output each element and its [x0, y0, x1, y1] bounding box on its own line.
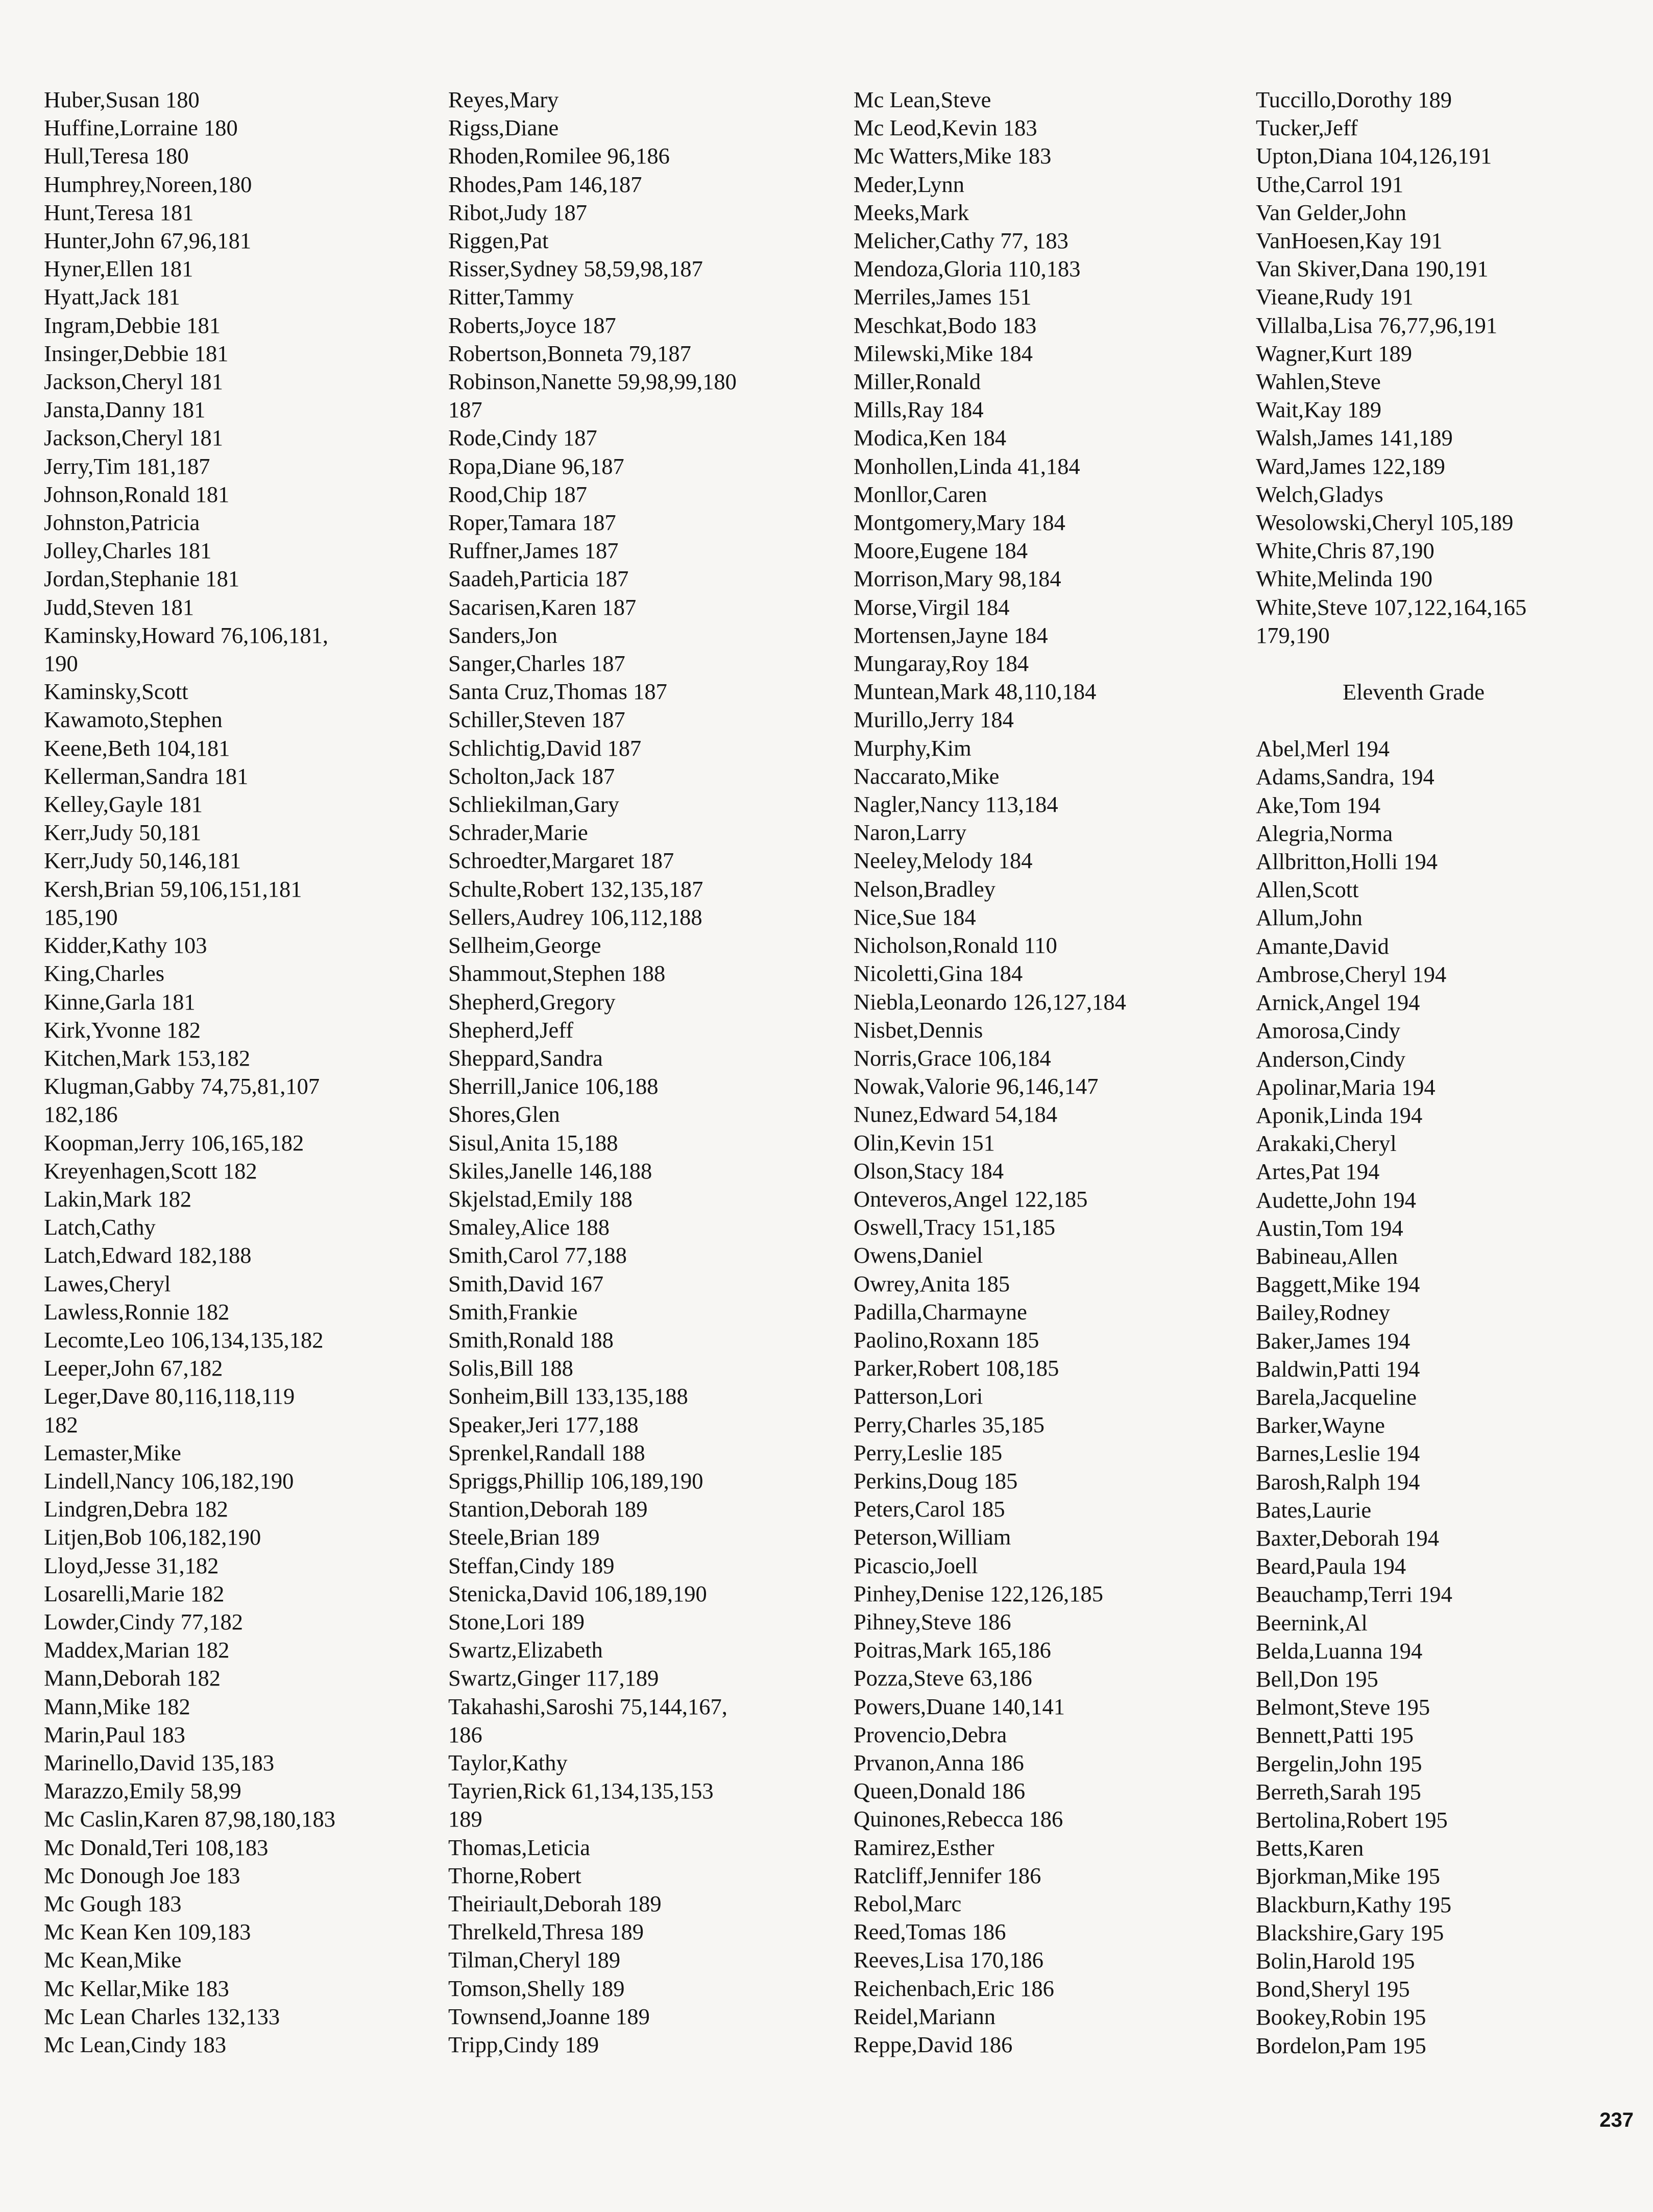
index-entry: Sanders,Jon	[448, 622, 557, 648]
index-entry: Ropa,Diane 96,187	[448, 453, 624, 479]
index-entry: Lindell,Nancy 106,182,190	[44, 1468, 294, 1494]
index-entry: Pozza,Steve 63,186	[854, 1665, 1032, 1691]
index-entry: Smith,David 167	[448, 1270, 604, 1296]
index-entry: Murphy,Kim	[854, 735, 971, 761]
index-entry: Swartz,Ginger 117,189	[448, 1665, 659, 1691]
index-entry: Allbritton,Holli 194	[1256, 849, 1438, 875]
index-entry: Apolinar,Maria 194	[1256, 1074, 1436, 1100]
index-entry: Peterson,William	[854, 1524, 1011, 1550]
index-entry: Losarelli,Marie 182	[44, 1580, 225, 1606]
index-entry: Milewski,Mike 184	[854, 340, 1033, 366]
index-entry: Tayrien,Rick 61,134,135,153	[448, 1778, 714, 1804]
index-entry: Steele,Brian 189	[448, 1524, 600, 1550]
index-entry: Rood,Chip 187	[448, 481, 587, 507]
index-entry: Baldwin,Patti 194	[1256, 1356, 1420, 1382]
index-entry: Ake,Tom 194	[1256, 792, 1381, 818]
index-entry: Beernink,Al	[1256, 1609, 1368, 1636]
index-entry: Schliekilman,Gary	[448, 791, 619, 818]
index-entry: Jerry,Tim 181,187	[44, 453, 210, 479]
index-entry: Moore,Eugene 184	[854, 538, 1028, 564]
index-entry: Huber,Susan 180	[44, 87, 200, 112]
index-entry: Morse,Virgil 184	[854, 594, 1010, 620]
index-entry: Lindgren,Debra 182	[44, 1496, 228, 1522]
index-entry: Bergelin,John 195	[1256, 1750, 1422, 1776]
index-entry: Prvanon,Anna 186	[854, 1749, 1024, 1775]
index-entry: Betts,Karen	[1256, 1835, 1364, 1861]
index-entry: Bennett,Patti 195	[1256, 1722, 1414, 1748]
index-entry: Kitchen,Mark 153,182	[44, 1045, 251, 1071]
index-entry: Barnes,Leslie 194	[1256, 1440, 1420, 1466]
index-entry: Kidder,Kathy 103	[44, 932, 207, 958]
index-entry: Takahashi,Saroshi 75,144,167,	[448, 1693, 727, 1719]
index-entry: Parker,Robert 108,185	[854, 1355, 1059, 1381]
index-entry: Sisul,Anita 15,188	[448, 1129, 618, 1156]
index-entry: Adams,Sandra, 194	[1256, 764, 1435, 790]
index-entry: Morrison,Mary 98,184	[854, 566, 1061, 592]
index-entry: Wesolowski,Cheryl 105,189	[1256, 510, 1514, 536]
index-column-4	[1256, 86, 1526, 2060]
index-entry: Shammout,Stephen 188	[448, 960, 666, 987]
index-entry: Rebol,Marc	[854, 1891, 962, 1916]
index-entry: 179,190	[1256, 622, 1330, 648]
index-column-3	[854, 86, 1126, 2059]
index-entry: Ward,James 122,189	[1256, 453, 1445, 479]
index-entry: Sellheim,George	[448, 932, 601, 958]
index-entry: Quinones,Rebecca 186	[854, 1806, 1063, 1832]
index-entry: Austin,Tom 194	[1256, 1215, 1403, 1241]
index-entry: Hunter,John 67,96,181	[44, 228, 252, 254]
index-entry: Mortensen,Jayne 184	[854, 622, 1048, 648]
index-entry: Mc Lean Charles 132,133	[44, 2003, 280, 2029]
index-entry: Provencio,Debra	[854, 1721, 1007, 1747]
index-entry: Mc Kean,Mike	[44, 1947, 182, 1973]
index-entry: Thorne,Robert	[448, 1862, 581, 1888]
index-entry: Mc Kean Ken 109,183	[44, 1919, 251, 1945]
index-entry: Theiriault,Deborah 189	[448, 1891, 662, 1916]
index-entry: Risser,Sydney 58,59,98,187	[448, 256, 703, 282]
index-entry: 185,190	[44, 904, 118, 930]
index-entry: Shores,Glen	[448, 1101, 560, 1127]
index-entry: Olson,Stacy 184	[854, 1158, 1004, 1184]
index-entry: Anderson,Cindy	[1256, 1046, 1405, 1072]
index-entry: Litjen,Bob 106,182,190	[44, 1524, 261, 1550]
index-entry: Murillo,Jerry 184	[854, 707, 1014, 733]
index-entry: Pihney,Steve 186	[854, 1608, 1011, 1634]
index-entry: Ingram,Debbie 181	[44, 312, 221, 338]
index-entry: Nicholson,Ronald 110	[854, 932, 1057, 958]
index-column-2	[448, 86, 737, 2059]
index-entry: Schulte,Robert 132,135,187	[448, 876, 703, 902]
index-entry: Baker,James 194	[1256, 1328, 1411, 1354]
index-entry: Bookey,Robin 195	[1256, 2004, 1426, 2030]
index-entry: Reichenbach,Eric 186	[854, 1975, 1054, 2001]
index-entry: Sheppard,Sandra	[448, 1045, 603, 1071]
index-entry: Rhodes,Pam 146,187	[448, 171, 642, 197]
index-entry: White,Steve 107,122,164,165	[1256, 594, 1527, 620]
index-entry: VanHoesen,Kay 191	[1256, 228, 1443, 254]
index-entry: Mills,Ray 184	[854, 397, 984, 423]
index-entry: Swartz,Elizabeth	[448, 1637, 603, 1663]
index-entry: Johnston,Patricia	[44, 510, 200, 536]
index-entry: Robertson,Bonneta 79,187	[448, 340, 691, 366]
index-entry: Aponik,Linda 194	[1256, 1102, 1423, 1128]
index-entry: Bond,Sheryl 195	[1256, 1976, 1410, 2002]
index-entry: Bjorkman,Mike 195	[1256, 1863, 1440, 1889]
index-entry: Stone,Lori 189	[448, 1608, 585, 1634]
index-entry: Perry,Charles 35,185	[854, 1411, 1045, 1437]
index-entry: Marinello,David 135,183	[44, 1749, 275, 1775]
index-entry: Schlichtig,David 187	[448, 735, 642, 761]
index-entry: Merriles,James 151	[854, 284, 1032, 310]
index-entry: Walsh,James 141,189	[1256, 425, 1453, 451]
index-entry: Mc Watters,Mike 183	[854, 143, 1052, 169]
index-entry: Baggett,Mike 194	[1256, 1271, 1420, 1297]
index-entry: Stantion,Deborah 189	[448, 1496, 648, 1522]
index-entry: Owens,Daniel	[854, 1242, 983, 1268]
section-heading: Eleventh Grade	[1343, 679, 1485, 705]
index-entry: Tomson,Shelly 189	[448, 1975, 625, 2001]
index-entry: Sanger,Charles 187	[448, 651, 625, 677]
index-entry: Norris,Grace 106,184	[854, 1045, 1051, 1071]
index-entry: Roper,Tamara 187	[448, 510, 616, 536]
index-entry: Tilman,Cheryl 189	[448, 1947, 621, 1973]
index-entry: Threlkeld,Thresa 189	[448, 1919, 644, 1945]
index-entry: Huffine,Lorraine 180	[44, 115, 238, 141]
index-entry: Powers,Duane 140,141	[854, 1693, 1065, 1719]
index-entry: Nunez,Edward 54,184	[854, 1101, 1058, 1127]
index-entry: Pinhey,Denise 122,126,185	[854, 1580, 1104, 1606]
index-entry: Kreyenhagen,Scott 182	[44, 1158, 257, 1184]
index-entry: Hyner,Ellen 181	[44, 256, 193, 282]
index-entry: Stenicka,David 106,189,190	[448, 1580, 707, 1606]
index-entry: Neeley,Melody 184	[854, 848, 1033, 874]
index-entry: Leger,Dave 80,116,118,119	[44, 1383, 295, 1409]
index-entry: Jackson,Cheryl 181	[44, 425, 224, 451]
index-entry: Owrey,Anita 185	[854, 1270, 1010, 1296]
index-entry: Kerr,Judy 50,181	[44, 820, 202, 846]
index-entry: Blackburn,Kathy 195	[1256, 1891, 1452, 1917]
index-entry: Klugman,Gabby 74,75,81,107	[44, 1073, 320, 1099]
index-entry: Mc Donough Joe 183	[44, 1862, 240, 1888]
index-entry: Arakaki,Cheryl	[1256, 1131, 1397, 1157]
index-entry: Montgomery,Mary 184	[854, 510, 1065, 536]
index-entry: Rigss,Diane	[448, 115, 559, 141]
index-entry: Jolley,Charles 181	[44, 538, 212, 564]
index-entry: Padilla,Charmayne	[854, 1299, 1027, 1325]
index-entry: Taylor,Kathy	[448, 1749, 568, 1775]
index-entry: Ruffner,James 187	[448, 538, 619, 564]
index-entry: Smaley,Alice 188	[448, 1214, 610, 1240]
index-entry: Sprenkel,Randall 188	[448, 1439, 645, 1465]
index-entry: Reppe,David 186	[854, 2032, 1013, 2058]
index-entry: Schrader,Marie	[448, 820, 588, 846]
index-entry: Reyes,Mary	[448, 87, 559, 112]
index-entry: Nisbet,Dennis	[854, 1017, 983, 1043]
index-entry: Ambrose,Cheryl 194	[1256, 961, 1447, 987]
index-entry: 187	[448, 397, 482, 423]
index-entry: Berreth,Sarah 195	[1256, 1778, 1421, 1805]
index-entry: Ribot,Judy 187	[448, 199, 587, 225]
index-entry: Robinson,Nanette 59,98,99,180	[448, 369, 737, 395]
index-entry: Meschkat,Bodo 183	[854, 312, 1037, 338]
index-entry: Insinger,Debbie 181	[44, 340, 229, 366]
index-entry: Saadeh,Particia 187	[448, 566, 629, 592]
index-entry: Humphrey,Noreen,180	[44, 171, 252, 197]
index-entry: Perry,Leslie 185	[854, 1439, 1003, 1465]
index-column-1	[44, 86, 335, 2059]
page-number: 237	[1599, 2109, 1634, 2131]
index-entry: Mc Caslin,Karen 87,98,180,183	[44, 1806, 336, 1832]
index-entry: White,Chris 87,190	[1256, 538, 1435, 564]
index-entry: Ramirez,Esther	[854, 1834, 994, 1860]
index-entry: Townsend,Joanne 189	[448, 2003, 650, 2029]
index-entry: Arnick,Angel 194	[1256, 990, 1420, 1016]
index-entry: Naccarato,Mike	[854, 763, 1000, 789]
index-entry: Beard,Paula 194	[1256, 1553, 1406, 1579]
index-entry: Nice,Sue 184	[854, 904, 976, 930]
index-entry: Allen,Scott	[1256, 877, 1359, 903]
index-entry: Modica,Ken 184	[854, 425, 1007, 451]
index-entry: Reed,Tomas 186	[854, 1919, 1006, 1945]
index-entry: Lemaster,Mike	[44, 1439, 181, 1465]
index-entry: Barosh,Ralph 194	[1256, 1469, 1420, 1495]
index-entry: Ritter,Tammy	[448, 284, 574, 310]
index-entry: Solis,Bill 188	[448, 1355, 573, 1381]
index-entry: Uthe,Carrol 191	[1256, 171, 1404, 197]
index-entry: Hunt,Teresa 181	[44, 199, 194, 225]
index-entry: Sherrill,Janice 106,188	[448, 1073, 659, 1099]
index-entry: Schroedter,Margaret 187	[448, 848, 674, 874]
index-entry: Mc Lean,Cindy 183	[44, 2032, 227, 2058]
index-entry: Mendoza,Gloria 110,183	[854, 256, 1081, 282]
index-entry: Lecomte,Leo 106,134,135,182	[44, 1327, 324, 1353]
index-entry: Sacarisen,Karen 187	[448, 594, 637, 620]
index-entry: Vieane,Rudy 191	[1256, 284, 1414, 310]
index-entry: Nelson,Bradley	[854, 876, 996, 902]
index-entry: Nowak,Valorie 96,146,147	[854, 1073, 1099, 1099]
index-entry: Bertolina,Robert 195	[1256, 1807, 1448, 1833]
index-entry: Jansta,Danny 181	[44, 397, 206, 423]
index-entry: Latch,Edward 182,188	[44, 1242, 252, 1268]
index-entry: Wahlen,Steve	[1256, 369, 1381, 395]
index-entry: Mc Gough 183	[44, 1891, 182, 1916]
index-entry: Van Skiver,Dana 190,191	[1256, 256, 1489, 282]
index-entry: Skjelstad,Emily 188	[448, 1186, 633, 1212]
index-entry: Mc Lean,Steve	[854, 87, 991, 112]
index-entry: Kersh,Brian 59,106,151,181	[44, 876, 302, 902]
index-entry: Upton,Diana 104,126,191	[1256, 143, 1492, 169]
index-entry: Sellers,Audrey 106,112,188	[448, 904, 702, 930]
index-entry: Smith,Carol 77,188	[448, 1242, 627, 1268]
index-entry: Tripp,Cindy 189	[448, 2032, 599, 2058]
index-entry: Mann,Mike 182	[44, 1693, 190, 1719]
index-entry: Johnson,Ronald 181	[44, 481, 230, 507]
index-entry: Patterson,Lori	[854, 1383, 983, 1409]
index-entry: Kerr,Judy 50,146,181	[44, 848, 241, 874]
index-entry: Lawes,Cheryl	[44, 1270, 171, 1296]
index-entry: Judd,Steven 181	[44, 594, 195, 620]
index-entry: Allum,John	[1256, 905, 1363, 931]
index-entry: Nicoletti,Gina 184	[854, 960, 1023, 987]
index-entry: Barker,Wayne	[1256, 1412, 1385, 1438]
index-entry: Naron,Larry	[854, 820, 967, 846]
index-entry: Kaminsky,Howard 76,106,181,	[44, 622, 329, 648]
index-entry: Mungaray,Roy 184	[854, 651, 1029, 677]
index-entry: Artes,Pat 194	[1256, 1159, 1380, 1185]
index-entry: Beauchamp,Terri 194	[1256, 1581, 1452, 1607]
index-entry: Nagler,Nancy 113,184	[854, 791, 1058, 818]
index-entry: Shepherd,Jeff	[448, 1017, 574, 1043]
index-entry: Audette,John 194	[1256, 1187, 1416, 1213]
index-entry: Schiller,Steven 187	[448, 707, 625, 733]
index-entry: Monhollen,Linda 41,184	[854, 453, 1080, 479]
index-entry: Mc Kellar,Mike 183	[44, 1975, 229, 2001]
index-entry: Lawless,Ronnie 182	[44, 1299, 230, 1325]
index-entry: Reeves,Lisa 170,186	[854, 1947, 1043, 1973]
index-entry: Muntean,Mark 48,110,184	[854, 679, 1097, 705]
index-entry: Maddex,Marian 182	[44, 1637, 230, 1663]
index-entry: Oswell,Tracy 151,185	[854, 1214, 1056, 1240]
index-entry: Riggen,Pat	[448, 228, 549, 254]
index-entry: Kinne,Garla 181	[44, 989, 196, 1015]
index-entry: Poitras,Mark 165,186	[854, 1637, 1051, 1663]
index-entry: Shepherd,Gregory	[448, 989, 616, 1015]
index-entry: 190	[44, 651, 78, 677]
index-entry: Kellerman,Sandra 181	[44, 763, 249, 789]
index-entry: Skiles,Janelle 146,188	[448, 1158, 652, 1184]
index-entry: Lowder,Cindy 77,182	[44, 1608, 244, 1634]
index-entry: Speaker,Jeri 177,188	[448, 1411, 639, 1437]
index-entry: Peters,Carol 185	[854, 1496, 1005, 1522]
index-entry: Tuccillo,Dorothy 189	[1256, 87, 1452, 112]
index-entry: Kaminsky,Scott	[44, 679, 188, 705]
index-entry: Marin,Paul 183	[44, 1721, 185, 1747]
index-entry: Tucker,Jeff	[1256, 115, 1358, 141]
index-entry: 182	[44, 1411, 78, 1437]
index-entry: Lloyd,Jesse 31,182	[44, 1552, 219, 1578]
index-entry: Roberts,Joyce 187	[448, 312, 616, 338]
index-entry: Reidel,Mariann	[854, 2003, 996, 2029]
index-entry: Hull,Teresa 180	[44, 143, 189, 169]
index-entry: Jordan,Stephanie 181	[44, 566, 240, 592]
index-entry: Perkins,Doug 185	[854, 1468, 1018, 1494]
index-entry: Queen,Donald 186	[854, 1778, 1026, 1804]
index-entry: Paolino,Roxann 185	[854, 1327, 1039, 1353]
index-entry: Kelley,Gayle 181	[44, 791, 203, 818]
index-entry: Sonheim,Bill 133,135,188	[448, 1383, 688, 1409]
index-entry: Bailey,Rodney	[1256, 1300, 1390, 1326]
index-entry: Blackshire,Gary 195	[1256, 1919, 1444, 1945]
index-entry: Bolin,Harold 195	[1256, 1948, 1415, 1974]
index-entry: 189	[448, 1806, 482, 1832]
index-entry: Lakin,Mark 182	[44, 1186, 192, 1212]
index-entry: Keene,Beth 104,181	[44, 735, 230, 761]
index-entry: Bell,Don 195	[1256, 1666, 1378, 1692]
index-entry: Spriggs,Phillip 106,189,190	[448, 1468, 703, 1494]
index-entry: Babineau,Allen	[1256, 1243, 1398, 1269]
index-entry: Wagner,Kurt 189	[1256, 340, 1413, 366]
index-entry: Kawamoto,Stephen	[44, 707, 223, 733]
index-entry: King,Charles	[44, 960, 165, 987]
index-entry: Jackson,Cheryl 181	[44, 369, 224, 395]
index-entry: Smith,Frankie	[448, 1299, 578, 1325]
index-entry: Ratcliff,Jennifer 186	[854, 1862, 1041, 1888]
index-entry: Steffan,Cindy 189	[448, 1552, 615, 1578]
index-entry: Hyatt,Jack 181	[44, 284, 180, 310]
index-entry: Olin,Kevin 151	[854, 1129, 995, 1156]
index-entry: Monllor,Caren	[854, 481, 987, 507]
index-entry: White,Melinda 190	[1256, 566, 1433, 592]
index-entry: Thomas,Leticia	[448, 1834, 591, 1860]
index-entry: Belmont,Steve 195	[1256, 1694, 1430, 1720]
index-entry: Marazzo,Emily 58,99	[44, 1778, 241, 1804]
index-entry: Bates,Laurie	[1256, 1497, 1372, 1523]
index-entry: Kirk,Yvonne 182	[44, 1017, 201, 1043]
index-entry: Amorosa,Cindy	[1256, 1018, 1401, 1044]
index-entry: Mann,Deborah 182	[44, 1665, 221, 1691]
index-entry: Abel,Merl 194	[1256, 736, 1390, 762]
index-entry: Villalba,Lisa 76,77,96,191	[1256, 312, 1498, 338]
index-entry: Baxter,Deborah 194	[1256, 1525, 1440, 1551]
index-entry: 186	[448, 1721, 482, 1747]
index-entry: Smith,Ronald 188	[448, 1327, 614, 1353]
index-entry: Welch,Gladys	[1256, 481, 1383, 507]
index-entry: Amante,David	[1256, 933, 1389, 959]
index-entry: Meeks,Mark	[854, 199, 969, 225]
index-entry: Miller,Ronald	[854, 369, 981, 395]
index-entry: Picascio,Joell	[854, 1552, 978, 1578]
index-entry: Mc Donald,Teri 108,183	[44, 1834, 269, 1860]
index-entry: Niebla,Leonardo 126,127,184	[854, 989, 1126, 1015]
index-entry: Santa Cruz,Thomas 187	[448, 679, 667, 705]
index-entry: Meder,Lynn	[854, 171, 964, 197]
index-entry: 182,186	[44, 1101, 118, 1127]
index-entry: Alegria,Norma	[1256, 820, 1393, 846]
index-entry: Koopman,Jerry 106,165,182	[44, 1129, 304, 1156]
index-entry: Bordelon,Pam 195	[1256, 2032, 1426, 2058]
index-entry: Van Gelder,John	[1256, 199, 1406, 225]
index-entry: Leeper,John 67,182	[44, 1355, 223, 1381]
index-entry: Scholton,Jack 187	[448, 763, 615, 789]
index-entry: Onteveros,Angel 122,185	[854, 1186, 1088, 1212]
index-entry: Mc Leod,Kevin 183	[854, 115, 1037, 141]
index-entry: Latch,Cathy	[44, 1214, 156, 1240]
index-entry: Melicher,Cathy 77, 183	[854, 228, 1068, 254]
index-entry: Belda,Luanna 194	[1256, 1638, 1423, 1664]
index-entry: Wait,Kay 189	[1256, 397, 1382, 423]
index-entry: Barela,Jacqueline	[1256, 1384, 1417, 1410]
index-entry: Rhoden,Romilee 96,186	[448, 143, 670, 169]
index-entry: Rode,Cindy 187	[448, 425, 597, 451]
